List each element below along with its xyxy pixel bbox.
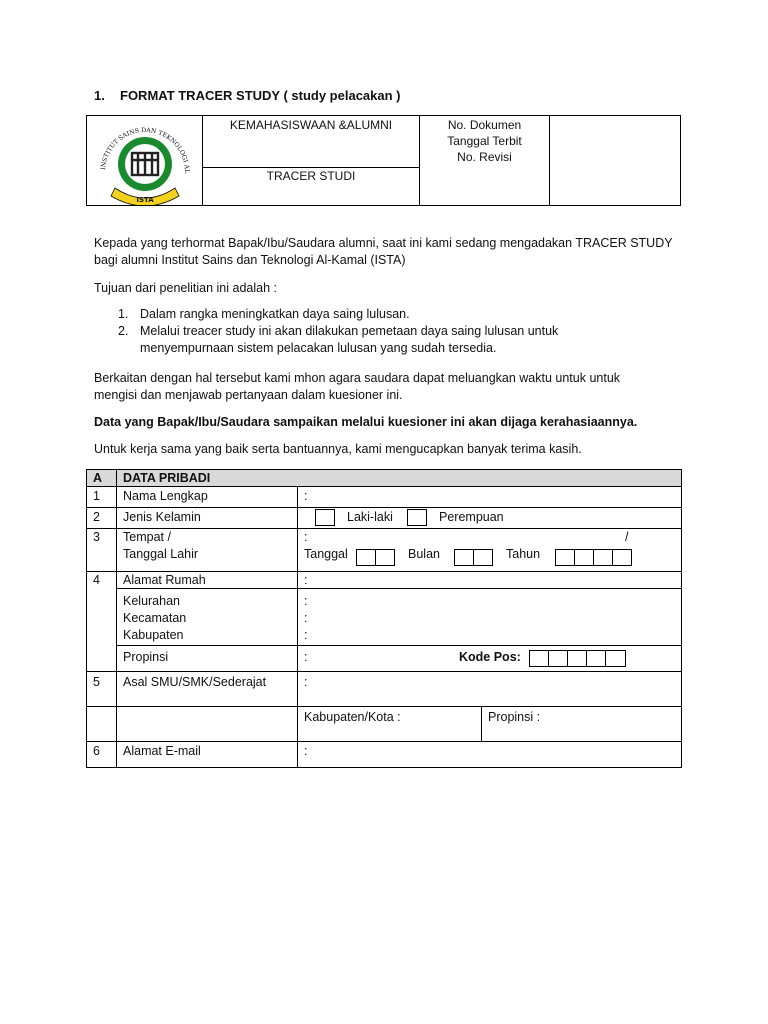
label-birth-place: Tempat /: [123, 530, 171, 544]
confidentiality-paragraph: Data yang Bapak/Ibu/Saudara sampaikan melalui kuesioner ini akan dijaga kerahasiaannya.: [94, 415, 638, 429]
date-separator: /: [625, 530, 629, 544]
month-digit-box[interactable]: [454, 549, 474, 566]
female-label: Perempuan: [439, 510, 504, 524]
day-digit-box[interactable]: [356, 549, 376, 566]
month-label: Bulan: [408, 547, 440, 561]
colon: :: [304, 573, 308, 587]
label-district: Kecamatan: [123, 611, 187, 625]
personal-data-form: [86, 469, 682, 769]
email-field[interactable]: [314, 742, 674, 766]
row-number: 1: [93, 489, 100, 503]
list-item: 2. Melalui treacer study ini akan dilakukan pemetaan daya saing lulusan untuk menyempurnaan sistem pelacakan lulusan yang sudah tersedia.: [118, 324, 559, 355]
meta-revision: No. Revisi: [457, 150, 512, 164]
label-village: Kelurahan: [123, 594, 180, 608]
colon: :: [304, 611, 308, 625]
month-digit-box[interactable]: [473, 549, 493, 566]
year-label: Tahun: [506, 547, 541, 561]
postal-digit-box[interactable]: [529, 650, 549, 667]
logo-badge-text: ISTA: [136, 196, 154, 204]
label-school-city: Kabupaten/Kota :: [304, 710, 401, 724]
list-item: 1. Dalam rangka meningkatkan daya saing lulusan.: [118, 307, 410, 321]
section-title: DATA PRIBADI: [123, 471, 211, 485]
year-digit-box[interactable]: [574, 549, 594, 566]
colon: :: [304, 628, 308, 642]
label-school-province: Propinsi :: [488, 710, 541, 724]
document-header-table: [86, 115, 681, 206]
purpose-intro: Tujuan dari penelitian ini adalah :: [94, 281, 277, 295]
day-digit-box[interactable]: [375, 549, 395, 566]
label-province: Propinsi: [123, 650, 169, 664]
heading-number: 1.: [94, 88, 105, 103]
meta-document-number: No. Dokumen: [447, 118, 522, 132]
unit-cell: KEMAHASISWAAN &ALUMNI: [203, 116, 420, 168]
colon: :: [304, 530, 308, 544]
document-meta-cell: [420, 116, 550, 205]
section-code: A: [93, 471, 103, 485]
label-full-name: Nama Lengkap: [123, 489, 208, 503]
label-school-origin: Asal SMU/SMK/Sederajat: [123, 675, 267, 689]
colon: :: [304, 744, 308, 758]
label-postal-code: Kode Pos:: [459, 650, 521, 664]
logo-ring-text: INSTITUT SAINS DAN TEKNOLOGI AL: [100, 126, 191, 174]
full-name-field[interactable]: [314, 487, 674, 507]
male-checkbox[interactable]: [315, 509, 335, 526]
document-title-cell: TRACER STUDI: [203, 168, 420, 205]
thanks-paragraph: Untuk kerja sama yang baik serta bantuannya, kami mengucapkan banyak terima kasih.: [94, 442, 582, 456]
meta-issue-date: Tanggal Terbit: [447, 134, 522, 148]
postal-digit-box[interactable]: [586, 650, 606, 667]
logo-cell: [87, 116, 203, 205]
label-birth-date: Tanggal Lahir: [123, 547, 199, 561]
intro-paragraph: Kepada yang terhormat Bapak/Ibu/Saudara alumni, saat ini kami sedang mengadakan TRACER STUDY bagi alumni Institut Sains dan Teknologi Al-Kamal (ISTA): [94, 236, 673, 267]
colon: :: [304, 675, 308, 689]
postal-digit-box[interactable]: [548, 650, 568, 667]
row-number: 4: [93, 573, 100, 587]
label-regency: Kabupaten: [123, 628, 184, 642]
request-paragraph: Berkaitan dengan hal tersebut kami mhon agara saudara dapat meluangkan waktu untuk untuk mengisi dan menjawab pertanyaan dalam kuesioner ini.: [94, 371, 621, 402]
home-address-field[interactable]: [314, 572, 674, 588]
label-gender: Jenis Kelamin: [123, 510, 201, 524]
male-label: Laki-laki: [347, 510, 393, 524]
row-number: 5: [93, 675, 100, 689]
female-checkbox[interactable]: [407, 509, 427, 526]
postal-digit-box[interactable]: [605, 650, 626, 667]
colon: :: [304, 594, 308, 608]
label-home-address: Alamat Rumah: [123, 573, 206, 587]
year-digit-box[interactable]: [593, 549, 613, 566]
label-email: Alamat E-mail: [123, 744, 201, 758]
school-origin-field[interactable]: [314, 673, 674, 705]
year-digit-box[interactable]: [612, 549, 632, 566]
day-label: Tanggal: [304, 547, 348, 561]
heading-title: FORMAT TRACER STUDY ( study pelacakan ): [120, 88, 401, 103]
colon: :: [304, 650, 308, 664]
document-heading: [94, 88, 401, 103]
ista-logo: [87, 116, 203, 205]
postal-digit-box[interactable]: [567, 650, 587, 667]
row-number: 6: [93, 744, 100, 758]
purpose-list: [118, 306, 678, 357]
row-number: 2: [93, 510, 100, 524]
meta-values-cell[interactable]: [550, 116, 680, 205]
row-number: 3: [93, 530, 100, 544]
colon: :: [304, 489, 308, 503]
year-digit-box[interactable]: [555, 549, 575, 566]
